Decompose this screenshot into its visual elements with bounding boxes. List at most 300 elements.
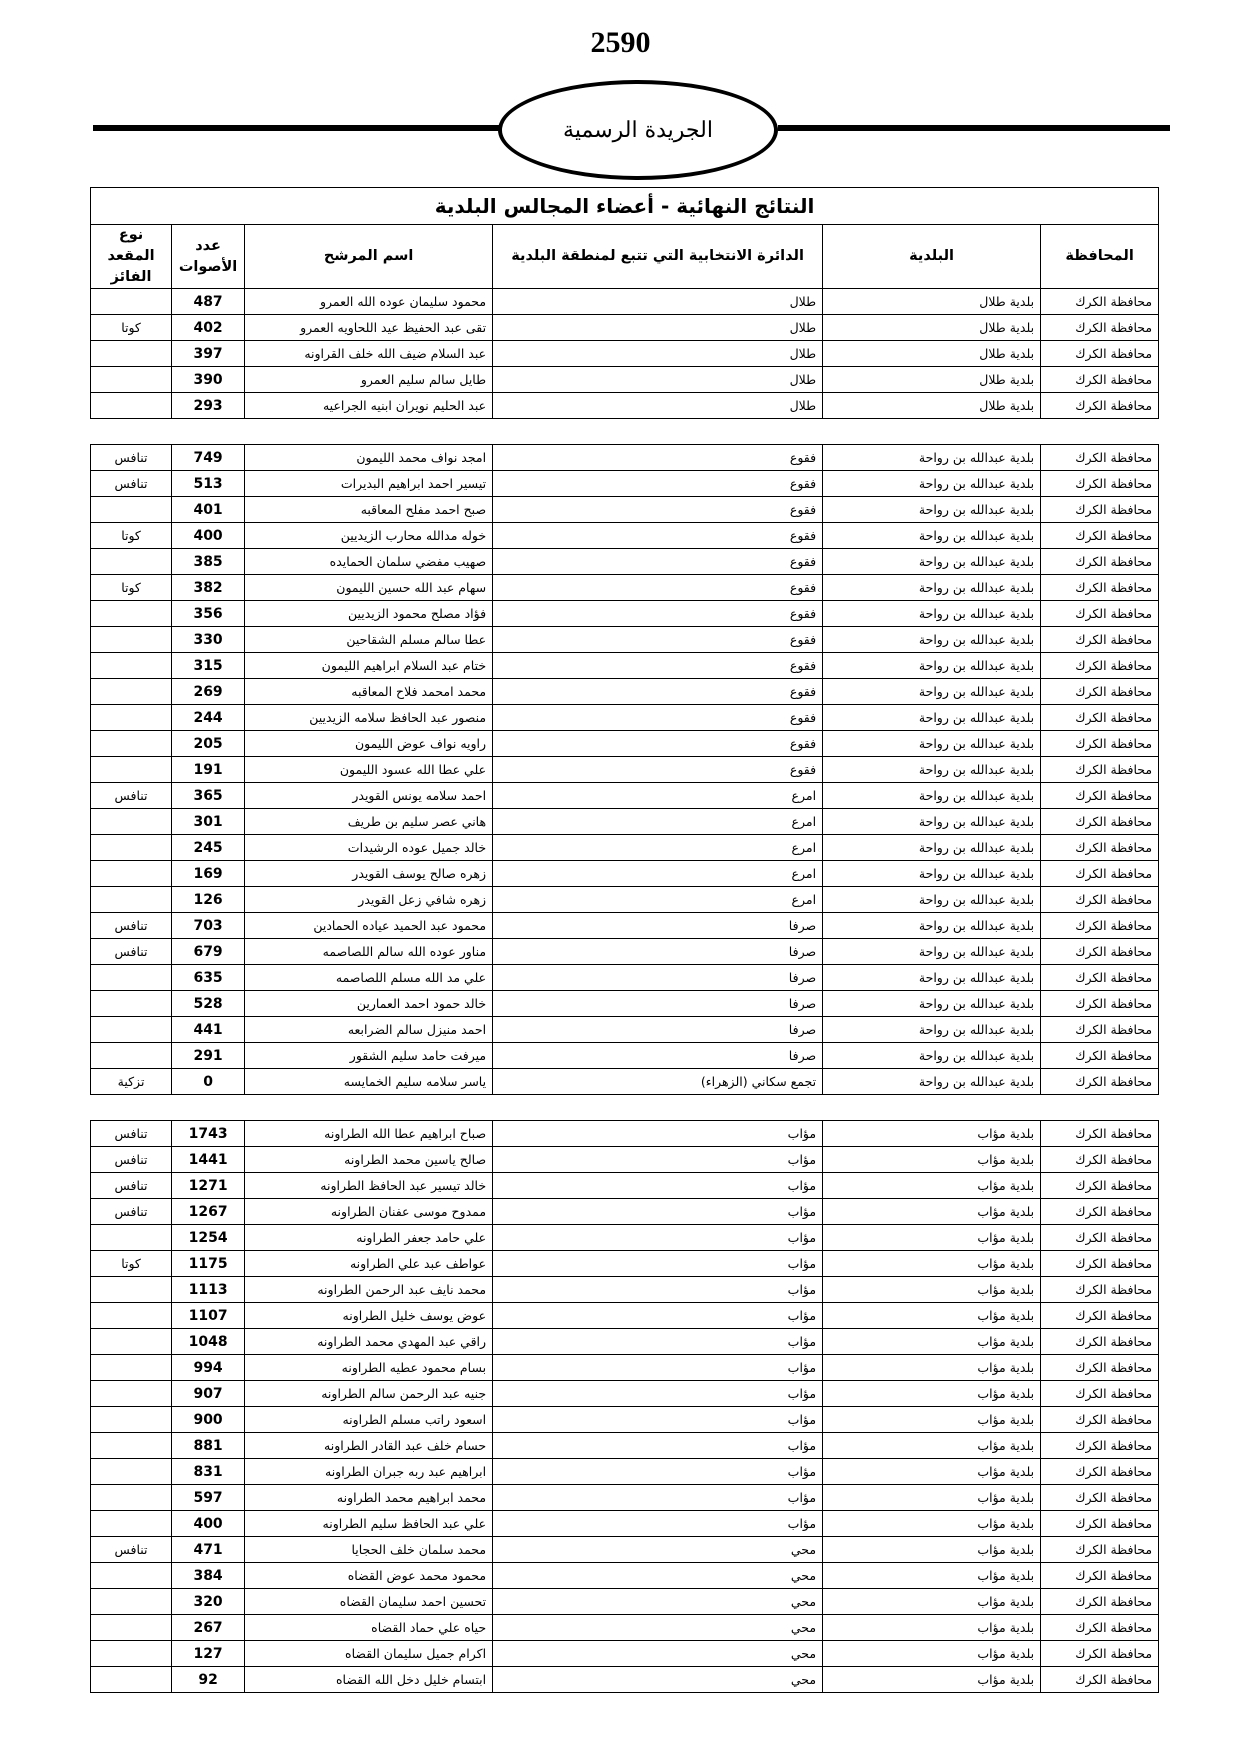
seat-type-cell	[91, 1043, 172, 1069]
candidate-name-cell: علي عبد الحافظ سليم الطراونه	[245, 1511, 493, 1537]
candidate-name-cell: جنيه عبد الرحمن سالم الطراونه	[245, 1381, 493, 1407]
candidate-name-cell: خوله مدالله محارب الزيديين	[245, 523, 493, 549]
votes-cell: 390	[172, 367, 245, 393]
district-cell: مؤاب	[493, 1433, 823, 1459]
governorate-cell: محافظة الكرك	[1041, 1355, 1159, 1381]
candidate-name-cell: بسام محمود عطيه الطراونه	[245, 1355, 493, 1381]
candidate-name-cell: علي حامد جعفر الطراونه	[245, 1225, 493, 1251]
district-cell: تجمع سكاني (الزهراء)	[493, 1069, 823, 1095]
seat-type-cell	[91, 1329, 172, 1355]
district-cell: طلال	[493, 341, 823, 367]
governorate-cell: محافظة الكرك	[1041, 1329, 1159, 1355]
table-row	[91, 445, 1159, 471]
votes-cell: 471	[172, 1537, 245, 1563]
table-row	[91, 1433, 1159, 1459]
district-cell: فقوع	[493, 627, 823, 653]
votes-cell: 245	[172, 835, 245, 861]
votes-cell: 487	[172, 289, 245, 315]
governorate-cell: محافظة الكرك	[1041, 601, 1159, 627]
governorate-cell: محافظة الكرك	[1041, 757, 1159, 783]
seat-type-cell	[91, 341, 172, 367]
governorate-cell: محافظة الكرك	[1041, 1407, 1159, 1433]
seat-type-cell: تنافس	[91, 1537, 172, 1563]
seat-type-cell	[91, 1433, 172, 1459]
district-cell: طلال	[493, 393, 823, 419]
votes-cell: 293	[172, 393, 245, 419]
municipality-cell: بلدية عبدالله بن رواحة	[823, 887, 1041, 913]
governorate-cell: محافظة الكرك	[1041, 523, 1159, 549]
municipality-cell: بلدية عبدالله بن رواحة	[823, 861, 1041, 887]
table-row	[91, 757, 1159, 783]
votes-cell: 244	[172, 705, 245, 731]
district-cell: طلال	[493, 289, 823, 315]
governorate-cell: محافظة الكرك	[1041, 887, 1159, 913]
seat-type-cell: كوتا	[91, 315, 172, 341]
votes-cell: 384	[172, 1563, 245, 1589]
candidate-name-cell: حياه علي حماد القضاه	[245, 1615, 493, 1641]
table-row	[91, 367, 1159, 393]
votes-cell: 900	[172, 1407, 245, 1433]
district-cell: مؤاب	[493, 1511, 823, 1537]
governorate-cell: محافظة الكرك	[1041, 575, 1159, 601]
municipality-cell: بلدية طلال	[823, 289, 1041, 315]
candidate-name-cell: عبد الحليم نويران ابنيه الجراعيه	[245, 393, 493, 419]
district-cell: فقوع	[493, 679, 823, 705]
governorate-cell: محافظة الكرك	[1041, 289, 1159, 315]
gazette-title: الجريدة الرسمية	[563, 117, 713, 143]
candidate-name-cell: خالد تيسير عبد الحافظ الطراونه	[245, 1173, 493, 1199]
votes-cell: 1048	[172, 1329, 245, 1355]
table-row	[91, 1459, 1159, 1485]
district-cell: فقوع	[493, 549, 823, 575]
district-cell: محي	[493, 1667, 823, 1693]
candidate-name-cell: محمد نايف عبد الرحمن الطراونه	[245, 1277, 493, 1303]
votes-cell: 401	[172, 497, 245, 523]
governorate-cell: محافظة الكرك	[1041, 1459, 1159, 1485]
seat-type-cell	[91, 1381, 172, 1407]
table-row	[91, 1173, 1159, 1199]
municipality-cell: بلدية مؤاب	[823, 1589, 1041, 1615]
municipality-cell: بلدية عبدالله بن رواحة	[823, 991, 1041, 1017]
table-row	[91, 653, 1159, 679]
municipality-cell: بلدية عبدالله بن رواحة	[823, 1017, 1041, 1043]
district-cell: مؤاب	[493, 1407, 823, 1433]
votes-cell: 1254	[172, 1225, 245, 1251]
table-row	[91, 1277, 1159, 1303]
header-rule-right	[778, 125, 1170, 131]
seat-type-cell: كوتا	[91, 1251, 172, 1277]
table-row	[91, 1615, 1159, 1641]
votes-cell: 397	[172, 341, 245, 367]
candidate-name-cell: ممدوح موسى عفنان الطراونه	[245, 1199, 493, 1225]
table-row	[91, 601, 1159, 627]
seat-type-cell	[91, 653, 172, 679]
governorate-cell: محافظة الكرك	[1041, 497, 1159, 523]
candidate-name-cell: عبد السلام ضيف الله خلف القراونه	[245, 341, 493, 367]
candidate-name-cell: خالد حمود احمد العمارين	[245, 991, 493, 1017]
district-cell: محي	[493, 1537, 823, 1563]
table-row	[91, 1329, 1159, 1355]
governorate-cell: محافظة الكرك	[1041, 315, 1159, 341]
table-row	[91, 1485, 1159, 1511]
candidate-name-cell: صبح احمد مفلح المعاقبه	[245, 497, 493, 523]
votes-cell: 301	[172, 809, 245, 835]
votes-cell: 881	[172, 1433, 245, 1459]
governorate-cell: محافظة الكرك	[1041, 705, 1159, 731]
table-row	[91, 497, 1159, 523]
votes-cell: 267	[172, 1615, 245, 1641]
municipality-cell: بلدية طلال	[823, 367, 1041, 393]
candidate-name-cell: صهيب مفضي سلمان الحمايده	[245, 549, 493, 575]
municipality-cell: بلدية مؤاب	[823, 1459, 1041, 1485]
votes-cell: 365	[172, 783, 245, 809]
municipality-cell: بلدية عبدالله بن رواحة	[823, 1069, 1041, 1095]
table-row	[91, 965, 1159, 991]
municipality-cell: بلدية عبدالله بن رواحة	[823, 913, 1041, 939]
governorate-cell: محافظة الكرك	[1041, 627, 1159, 653]
votes-cell: 92	[172, 1667, 245, 1693]
seat-type-cell	[91, 1355, 172, 1381]
municipality-cell: بلدية عبدالله بن رواحة	[823, 1043, 1041, 1069]
governorate-cell: محافظة الكرك	[1041, 1251, 1159, 1277]
seat-type-cell	[91, 705, 172, 731]
governorate-cell: محافظة الكرك	[1041, 939, 1159, 965]
votes-cell: 1271	[172, 1173, 245, 1199]
municipality-cell: بلدية طلال	[823, 315, 1041, 341]
votes-cell: 831	[172, 1459, 245, 1485]
district-cell: فقوع	[493, 757, 823, 783]
municipality-cell: بلدية مؤاب	[823, 1511, 1041, 1537]
governorate-cell: محافظة الكرك	[1041, 367, 1159, 393]
district-cell: صرفا	[493, 965, 823, 991]
governorate-cell: محافظة الكرك	[1041, 653, 1159, 679]
table-row	[91, 679, 1159, 705]
seat-type-cell: تزكية	[91, 1069, 172, 1095]
governorate-cell: محافظة الكرك	[1041, 1589, 1159, 1615]
seat-type-cell	[91, 627, 172, 653]
candidate-name-cell: صباح ابراهيم عطا الله الطراونه	[245, 1121, 493, 1147]
seat-type-cell	[91, 731, 172, 757]
governorate-cell: محافظة الكرك	[1041, 1485, 1159, 1511]
district-cell: صرفا	[493, 939, 823, 965]
municipality-cell: بلدية عبدالله بن رواحة	[823, 575, 1041, 601]
seat-type-cell	[91, 1511, 172, 1537]
governorate-cell: محافظة الكرك	[1041, 1563, 1159, 1589]
municipality-cell: بلدية مؤاب	[823, 1303, 1041, 1329]
table-row	[91, 1069, 1159, 1095]
votes-cell: 205	[172, 731, 245, 757]
municipality-cell: بلدية مؤاب	[823, 1615, 1041, 1641]
table-row	[91, 887, 1159, 913]
municipality-cell: بلدية مؤاب	[823, 1355, 1041, 1381]
votes-cell: 1175	[172, 1251, 245, 1277]
table-row	[91, 289, 1159, 315]
candidate-name-cell: زهره صالح يوسف القويدر	[245, 861, 493, 887]
table-row	[91, 393, 1159, 419]
municipality-cell: بلدية مؤاب	[823, 1407, 1041, 1433]
governorate-cell: محافظة الكرك	[1041, 1121, 1159, 1147]
governorate-cell: محافظة الكرك	[1041, 1615, 1159, 1641]
table-row	[91, 1251, 1159, 1277]
seat-type-cell: كوتا	[91, 523, 172, 549]
governorate-cell: محافظة الكرك	[1041, 1277, 1159, 1303]
votes-cell: 1743	[172, 1121, 245, 1147]
governorate-cell: محافظة الكرك	[1041, 809, 1159, 835]
seat-type-cell	[91, 393, 172, 419]
municipality-cell: بلدية عبدالله بن رواحة	[823, 965, 1041, 991]
district-cell: مؤاب	[493, 1225, 823, 1251]
district-cell: فقوع	[493, 497, 823, 523]
district-cell: مؤاب	[493, 1459, 823, 1485]
seat-type-cell	[91, 757, 172, 783]
municipality-cell: بلدية عبدالله بن رواحة	[823, 445, 1041, 471]
district-cell: مؤاب	[493, 1251, 823, 1277]
table-row	[91, 315, 1159, 341]
seat-type-cell	[91, 1589, 172, 1615]
table-row	[91, 1225, 1159, 1251]
seat-type-cell	[91, 367, 172, 393]
candidate-name-cell: منصور عبد الحافظ سلامه الزيديين	[245, 705, 493, 731]
votes-cell: 441	[172, 1017, 245, 1043]
votes-cell: 1267	[172, 1199, 245, 1225]
governorate-cell: محافظة الكرك	[1041, 965, 1159, 991]
table-row	[91, 1381, 1159, 1407]
district-cell: مؤاب	[493, 1355, 823, 1381]
district-cell: صرفا	[493, 991, 823, 1017]
municipality-cell: بلدية عبدالله بن رواحة	[823, 783, 1041, 809]
votes-cell: 402	[172, 315, 245, 341]
candidate-name-cell: صالح ياسين محمد الطراونه	[245, 1147, 493, 1173]
table-row	[91, 1017, 1159, 1043]
seat-type-cell	[91, 1563, 172, 1589]
table-row	[91, 471, 1159, 497]
seat-type-cell	[91, 601, 172, 627]
seat-type-cell	[91, 887, 172, 913]
candidate-name-cell: سهام عبد الله حسين الليمون	[245, 575, 493, 601]
governorate-cell: محافظة الكرك	[1041, 341, 1159, 367]
seat-type-cell	[91, 1017, 172, 1043]
municipality-cell: بلدية عبدالله بن رواحة	[823, 653, 1041, 679]
candidate-name-cell: تقى عبد الحفيظ عيد اللحاويه العمرو	[245, 315, 493, 341]
seat-type-cell	[91, 809, 172, 835]
votes-cell: 269	[172, 679, 245, 705]
table-row	[91, 1043, 1159, 1069]
candidate-name-cell: راويه نواف عوض الليمون	[245, 731, 493, 757]
votes-cell: 679	[172, 939, 245, 965]
candidate-name-cell: مناور عوده الله سالم اللصاصمه	[245, 939, 493, 965]
governorate-cell: محافظة الكرك	[1041, 1147, 1159, 1173]
governorate-cell: محافظة الكرك	[1041, 783, 1159, 809]
seat-type-cell: تنافس	[91, 445, 172, 471]
district-cell: مؤاب	[493, 1277, 823, 1303]
governorate-cell: محافظة الكرك	[1041, 445, 1159, 471]
seat-type-cell	[91, 1641, 172, 1667]
candidate-name-cell: هاني عصر سليم بن طريف	[245, 809, 493, 835]
district-cell: مؤاب	[493, 1173, 823, 1199]
votes-cell: 1441	[172, 1147, 245, 1173]
header-candidate: اسم المرشح	[245, 225, 493, 289]
candidate-name-cell: محمد امحمد فلاح المعاقبه	[245, 679, 493, 705]
municipality-cell: بلدية مؤاب	[823, 1667, 1041, 1693]
governorate-cell: محافظة الكرك	[1041, 1433, 1159, 1459]
seat-type-cell	[91, 861, 172, 887]
municipality-cell: بلدية عبدالله بن رواحة	[823, 523, 1041, 549]
district-cell: طلال	[493, 315, 823, 341]
table-row	[91, 627, 1159, 653]
municipality-cell: بلدية مؤاب	[823, 1433, 1041, 1459]
header-municipality: البلدية	[823, 225, 1041, 289]
table-row	[91, 1303, 1159, 1329]
governorate-cell: محافظة الكرك	[1041, 471, 1159, 497]
district-cell: امرع	[493, 783, 823, 809]
municipality-cell: بلدية عبدالله بن رواحة	[823, 939, 1041, 965]
municipality-cell: بلدية طلال	[823, 393, 1041, 419]
votes-cell: 528	[172, 991, 245, 1017]
municipality-cell: بلدية مؤاب	[823, 1225, 1041, 1251]
results-body	[91, 289, 1159, 1693]
seat-type-cell: كوتا	[91, 575, 172, 601]
governorate-cell: محافظة الكرك	[1041, 991, 1159, 1017]
header-governorate: المحافظة	[1041, 225, 1159, 289]
candidate-name-cell: علي عطا الله عسود الليمون	[245, 757, 493, 783]
district-cell: صرفا	[493, 913, 823, 939]
municipality-cell: بلدية عبدالله بن رواحة	[823, 679, 1041, 705]
municipality-cell: بلدية عبدالله بن رواحة	[823, 601, 1041, 627]
table-row	[91, 1537, 1159, 1563]
votes-cell: 513	[172, 471, 245, 497]
header-rule-left	[93, 125, 500, 131]
district-cell: طلال	[493, 367, 823, 393]
candidate-name-cell: محمود محمد عوض القضاه	[245, 1563, 493, 1589]
governorate-cell: محافظة الكرك	[1041, 1303, 1159, 1329]
governorate-cell: محافظة الكرك	[1041, 549, 1159, 575]
district-cell: فقوع	[493, 445, 823, 471]
candidate-name-cell: محمود سليمان عوده الله العمرو	[245, 289, 493, 315]
candidate-name-cell: تيسير احمد ابراهيم البديرات	[245, 471, 493, 497]
seat-type-cell	[91, 1667, 172, 1693]
governorate-cell: محافظة الكرك	[1041, 1173, 1159, 1199]
header-seat-type: نوع المقعد الفائز	[91, 225, 172, 289]
table-row	[91, 809, 1159, 835]
candidate-name-cell: اسعود راتب مسلم الطراونه	[245, 1407, 493, 1433]
seat-type-cell: تنافس	[91, 1121, 172, 1147]
group-separator-cell	[91, 419, 1159, 445]
candidate-name-cell: عطا سالم مسلم الشقاحين	[245, 627, 493, 653]
seat-type-cell	[91, 679, 172, 705]
table-row	[91, 913, 1159, 939]
seat-type-cell	[91, 1303, 172, 1329]
votes-cell: 1107	[172, 1303, 245, 1329]
votes-cell: 400	[172, 523, 245, 549]
governorate-cell: محافظة الكرك	[1041, 1199, 1159, 1225]
table-row	[91, 549, 1159, 575]
candidate-name-cell: محمد سلمان خلف الحجايا	[245, 1537, 493, 1563]
candidate-name-cell: ختام عبد السلام ابراهيم الليمون	[245, 653, 493, 679]
district-cell: صرفا	[493, 1043, 823, 1069]
page-number: 2590	[590, 26, 651, 59]
district-cell: فقوع	[493, 705, 823, 731]
candidate-name-cell: ياسر سلامه سليم الخمايسه	[245, 1069, 493, 1095]
votes-cell: 400	[172, 1511, 245, 1537]
seat-type-cell: تنافس	[91, 1173, 172, 1199]
votes-cell: 291	[172, 1043, 245, 1069]
group-separator-cell	[91, 1095, 1159, 1121]
table-row	[91, 1511, 1159, 1537]
governorate-cell: محافظة الكرك	[1041, 1641, 1159, 1667]
votes-cell: 315	[172, 653, 245, 679]
votes-cell: 703	[172, 913, 245, 939]
municipality-cell: بلدية مؤاب	[823, 1485, 1041, 1511]
seat-type-cell	[91, 1459, 172, 1485]
seat-type-cell	[91, 497, 172, 523]
table-row	[91, 835, 1159, 861]
votes-cell: 749	[172, 445, 245, 471]
municipality-cell: بلدية طلال	[823, 341, 1041, 367]
municipality-cell: بلدية مؤاب	[823, 1277, 1041, 1303]
votes-cell: 191	[172, 757, 245, 783]
group-separator	[91, 1095, 1159, 1121]
governorate-cell: محافظة الكرك	[1041, 913, 1159, 939]
candidate-name-cell: عوض يوسف خليل الطراونه	[245, 1303, 493, 1329]
header-district: الدائرة الانتخابية التي تتبع لمنطقة البلدية	[493, 225, 823, 289]
table-row	[91, 939, 1159, 965]
district-cell: امرع	[493, 835, 823, 861]
district-cell: فقوع	[493, 601, 823, 627]
seat-type-cell: تنافس	[91, 913, 172, 939]
district-cell: فقوع	[493, 575, 823, 601]
district-cell: امرع	[493, 887, 823, 913]
district-cell: صرفا	[493, 1017, 823, 1043]
governorate-cell: محافظة الكرك	[1041, 1069, 1159, 1095]
table-row	[91, 991, 1159, 1017]
district-cell: مؤاب	[493, 1303, 823, 1329]
table-row	[91, 861, 1159, 887]
governorate-cell: محافظة الكرك	[1041, 731, 1159, 757]
votes-cell: 127	[172, 1641, 245, 1667]
governorate-cell: محافظة الكرك	[1041, 861, 1159, 887]
governorate-cell: محافظة الكرك	[1041, 679, 1159, 705]
seat-type-cell	[91, 835, 172, 861]
municipality-cell: بلدية مؤاب	[823, 1199, 1041, 1225]
candidate-name-cell: علي مد الله مسلم اللصاصمه	[245, 965, 493, 991]
table-title: النتائج النهائية - أعضاء المجالس البلدية	[91, 188, 1159, 225]
candidate-name-cell: ابتسام خليل دخل الله القضاه	[245, 1667, 493, 1693]
municipality-cell: بلدية مؤاب	[823, 1641, 1041, 1667]
seat-type-cell	[91, 1615, 172, 1641]
district-cell: فقوع	[493, 523, 823, 549]
votes-cell: 320	[172, 1589, 245, 1615]
candidate-name-cell: خالد جميل عوده الرشيدات	[245, 835, 493, 861]
governorate-cell: محافظة الكرك	[1041, 1043, 1159, 1069]
municipality-cell: بلدية مؤاب	[823, 1173, 1041, 1199]
table-row	[91, 731, 1159, 757]
municipality-cell: بلدية عبدالله بن رواحة	[823, 731, 1041, 757]
candidate-name-cell: عواطف عبد علي الطراونه	[245, 1251, 493, 1277]
candidate-name-cell: امجد نواف محمد الليمون	[245, 445, 493, 471]
table-row	[91, 575, 1159, 601]
table-row	[91, 1667, 1159, 1693]
table-row	[91, 1407, 1159, 1433]
votes-cell: 635	[172, 965, 245, 991]
seat-type-cell: تنافس	[91, 471, 172, 497]
table-row	[91, 1121, 1159, 1147]
municipality-cell: بلدية مؤاب	[823, 1121, 1041, 1147]
governorate-cell: محافظة الكرك	[1041, 1225, 1159, 1251]
seat-type-cell	[91, 1225, 172, 1251]
gazette-title-oval	[498, 80, 778, 180]
candidate-name-cell: محمود عبد الحميد عياده الحمادين	[245, 913, 493, 939]
seat-type-cell	[91, 965, 172, 991]
